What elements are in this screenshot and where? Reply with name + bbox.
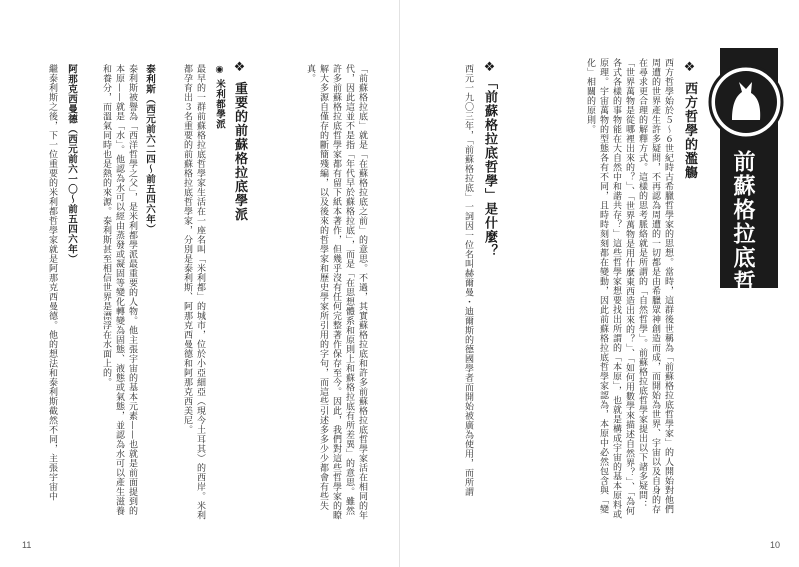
heading-school: ❖ 重要的前蘇格拉底學派 bbox=[232, 60, 247, 222]
subhead-anaximander: 阿那克西曼德（西元前六一〇～前五四六年） bbox=[66, 64, 77, 264]
page-number-right: 10 bbox=[770, 540, 781, 550]
page-number-left: 11 bbox=[22, 540, 32, 550]
cat-emblem-icon bbox=[706, 62, 786, 142]
gutter bbox=[399, 0, 400, 567]
right-page bbox=[400, 0, 799, 567]
presocratic-paragraph: 西元一九〇三年，「前蘇格拉底」一詞因一位名叫赫爾曼・迪爾斯的德國學者而開始被廣為使用，而所謂 bbox=[463, 64, 473, 497]
anaximander-paragraph: 繼泰利斯之後，下一位重要的米利都哲學家就是阿那克西曼德。他的想法和泰利斯截然不同，主張宇宙中 bbox=[47, 64, 57, 501]
left-page bbox=[0, 0, 399, 567]
heading-origin: ❖ 西方哲學的濫觴 bbox=[682, 60, 697, 180]
miletus-paragraph: 最早的一群前蘇格拉底哲學家生活在一座名叫「米利都」的城市，位於小亞細亞（現今土耳其）的西岸。米利都孕育出３名重要的前蘇格拉底哲學家，分別是泰利斯、阿那克西曼德和阿那克西美尼。 bbox=[182, 64, 205, 520]
chapter-title: 前蘇格拉底哲學 bbox=[730, 150, 755, 318]
heading-presocratic: ❖「前蘇格拉底哲學」是什麼？ bbox=[482, 60, 497, 258]
thales-paragraph: 泰利斯被譽為「西洋哲學之父」，是米利都學派最重要的人物。他主張宇宙的基本元素——也就是前面提到的本原——就是「水」。他認為水可以經由蒸發或凝固等變化轉變為固態、液態或氣態，並認為水可以產生滋養和養分，而溫氣同時也是熱的來源。泰利斯甚至相信世界是漂浮在水面上的。 bbox=[101, 64, 137, 516]
subhead-miletus: ◉ 米利都學派 bbox=[214, 64, 225, 130]
origin-paragraph: 西方哲學始於５～６世紀時古希臘哲學家的思想。當時，這群後世稱為「前蘇格拉底哲學家」的人開始對他們周遭的世界產生許多疑問，不再認為周遭的一切都是由希臘眾神創造而成，而開始為世界、宇宙以及自身的存在尋求更合理的解釋方式。這樣的思考脈絡就是所謂的「自然哲學」。前蘇格拉底哲學家提出以下諸多疑問：「世界萬物是從哪裡出來的？」、「世界萬物是用什麼東西造出來的？」、「如何用數學來描述自然界？」、「為何各式各樣的事物能在大自然中和諧共存？」這些哲學家想要找出所謂的「本原」，也就是構成宇宙的基本原料或原理。宇宙萬物的型態各有不同，且時時刻刻都在變動，因此前蘇格拉底哲學家認為，本原中必然包含與「變化」相關的原則。 bbox=[585, 58, 673, 519]
subhead-thales: 泰利斯（西元前六二四～前五四六年） bbox=[144, 64, 155, 234]
prelude-paragraph: 「前蘇格拉底」就是「在蘇格拉底之前」的意思。不過，其實蘇格拉底和許多前蘇格拉底哲學家活在相同的年代，因此這並不是指「年代早於蘇格拉底」，而是「在思想體系和原則上和蘇格拉底有所差異」的意思。雖然許多前蘇格拉底哲學家都有留下紙本著作，但幾乎沒有任何完整著作保存至今。因此，我們對這些哲學家的瞭解大多源自僅存的斷簡殘編，以及後來的哲學家和歷史學家所引用的字句，而這些引述多多少少都會有些失真。 bbox=[305, 64, 367, 520]
